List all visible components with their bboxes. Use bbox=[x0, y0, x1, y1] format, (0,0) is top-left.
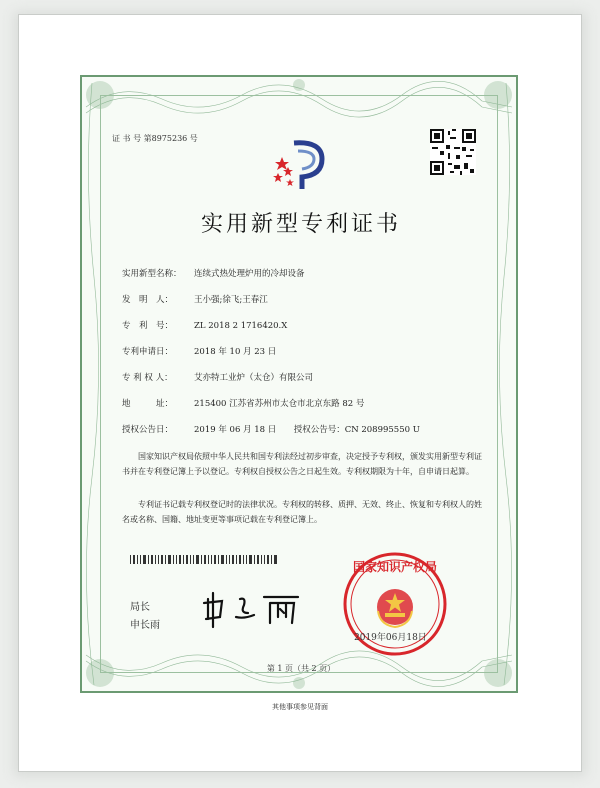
field-inventors: 发 明 人： 王小强;徐飞;王春江 bbox=[122, 295, 268, 305]
barcode-strip bbox=[130, 555, 280, 564]
field-application-date: 专利申请日： 2018 年 10 月 23 日 bbox=[122, 347, 277, 357]
signatory-name: 申长雨 bbox=[130, 620, 160, 631]
footer-note: 其他事项参见背面 bbox=[272, 703, 328, 711]
certificate-title: 实用新型专利证书 bbox=[200, 212, 401, 237]
grant-statement-paragraph: 国家知识产权局依照中华人民共和国专利法经过初步审查，决定授予专利权，颁发实用新型专利证书并在专利登记簿上予以登记。专利权自授权公告之日起生效。专利权期限为十年，自申请日起算。 bbox=[122, 452, 482, 476]
patent-emblem-icon bbox=[272, 137, 332, 193]
field-utility-model-name: 实用新型名称： 连续式热处理炉用的冷却设备 bbox=[122, 269, 305, 279]
certificate-number: 证 书 号 第8975236 号 bbox=[112, 134, 198, 143]
svg-text:国家知识产权局: 国家知识产权局 bbox=[352, 560, 438, 574]
field-patent-number: 专 利 号： ZL 2018 2 1716420.X bbox=[122, 321, 288, 331]
field-grant-date: 授权公告日： 2019 年 06 月 18 日 授权公告号：CN 208995550 U bbox=[122, 425, 420, 435]
page-number: 第 1 页（共 2 页） bbox=[266, 664, 336, 673]
grant-publication-number: CN 208995550 U bbox=[344, 425, 420, 435]
signatory-role: 局长 bbox=[130, 602, 150, 613]
legal-status-paragraph: 专利证书记载专利权登记时的法律状况。专利权的转移、质押、无效、终止、恢复和专利权人的姓名或名称、国籍、地址变更等事项记载在专利登记簿上。 bbox=[122, 500, 482, 524]
certificate-sheet bbox=[80, 75, 518, 693]
national-emblem-icon bbox=[377, 589, 413, 627]
handwritten-signature bbox=[200, 589, 310, 629]
field-patentee: 专 利 权 人： 艾亦特工业炉（太仓）有限公司 bbox=[122, 373, 314, 383]
seal-date: 2019年06月18日 bbox=[354, 633, 427, 643]
grant-publication-label: 授权公告号： bbox=[293, 425, 345, 435]
qr-code-icon bbox=[430, 129, 476, 175]
field-address: 地 址： 215400 江苏省苏州市太仓市北京东路 82 号 bbox=[122, 399, 365, 409]
